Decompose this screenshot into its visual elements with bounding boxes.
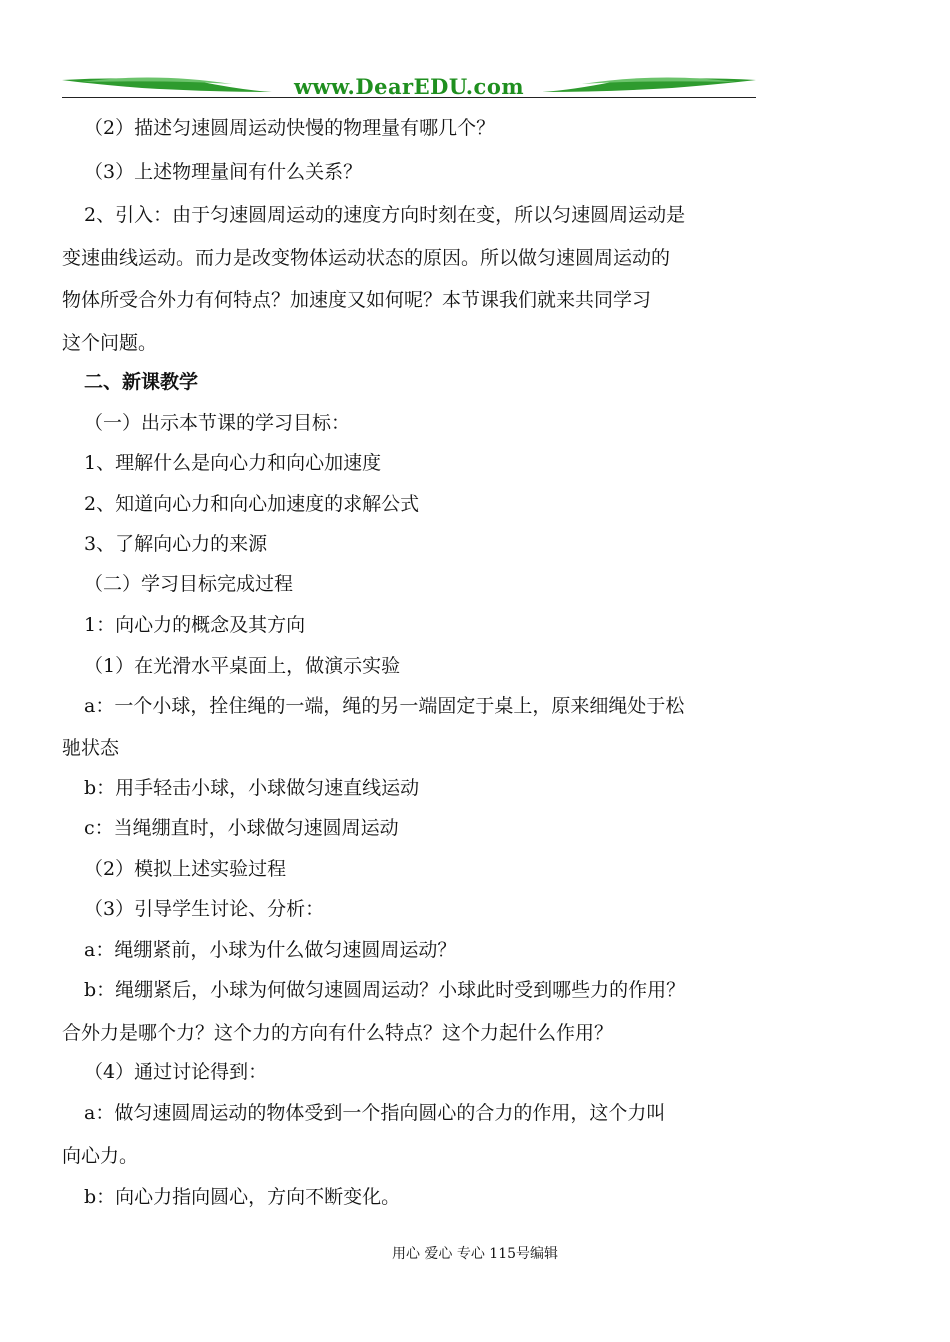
paragraph: a：一个小球，拴住绳的一端，绳的另一端固定于桌上，原来细绳处于松 [84,695,685,717]
paragraph: 2、引入：由于匀速圆周运动的速度方向时刻在变，所以匀速圆周运动是 [84,204,686,226]
header-divider [62,97,756,98]
paragraph: 物体所受合外力有何特点？加速度又如何呢？本节课我们就来共同学习 [62,289,652,311]
paragraph: （3）上述物理量间有什么关系？ [84,161,363,183]
paragraph: （二）学习目标完成过程 [84,573,294,595]
paragraph: （一）出示本节课的学习目标： [84,412,351,434]
paragraph: a：做匀速圆周运动的物体受到一个指向圆心的合力的作用，这个力叫 [84,1102,666,1124]
paragraph: （1）在光滑水平桌面上，做演示实验 [84,655,401,677]
paragraph: 合外力是哪个力？这个力的方向有什么特点？这个力起什么作用？ [62,1022,614,1044]
paragraph: c：当绳绷直时，小球做匀速圆周运动 [84,817,399,839]
paragraph: a：绳绷紧前，小球为什么做匀速圆周运动？ [84,939,457,961]
paragraph: b：用手轻击小球，小球做匀速直线运动 [84,777,420,799]
paragraph: b：绳绷紧后，小球为何做匀速圆周运动？小球此时受到哪些力的作用？ [84,979,686,1001]
site-header-banner [62,70,756,102]
paragraph: b：向心力指向圆心，方向不断变化。 [84,1186,401,1208]
paragraph: 1：向心力的概念及其方向 [84,614,306,636]
paragraph: 向心力。 [62,1145,139,1167]
paragraph: 驰状态 [62,737,120,759]
page-footer: 用心 爱心 专心 115号编辑 [391,1246,559,1262]
paragraph: 变速曲线运动。而力是改变物体运动状态的原因。所以做匀速圆周运动的 [62,247,671,269]
paragraph: （4）通过讨论得到： [84,1061,268,1083]
paragraph: 这个问题。 [62,332,158,354]
section-heading: 二、新课教学 [84,371,199,393]
list-item: 2、知道向心力和向心加速度的求解公式 [84,493,420,515]
site-logo-text: www.DearEDU.com [293,74,525,99]
paragraph: （3）引导学生讨论、分析： [84,898,325,920]
paragraph: （2）模拟上述实验过程 [84,858,287,880]
paragraph: （2）描述匀速圆周运动快慢的物理量有哪几个？ [84,117,496,139]
list-item: 1、理解什么是向心力和向心加速度 [84,452,382,474]
list-item: 3、了解向心力的来源 [84,533,268,555]
